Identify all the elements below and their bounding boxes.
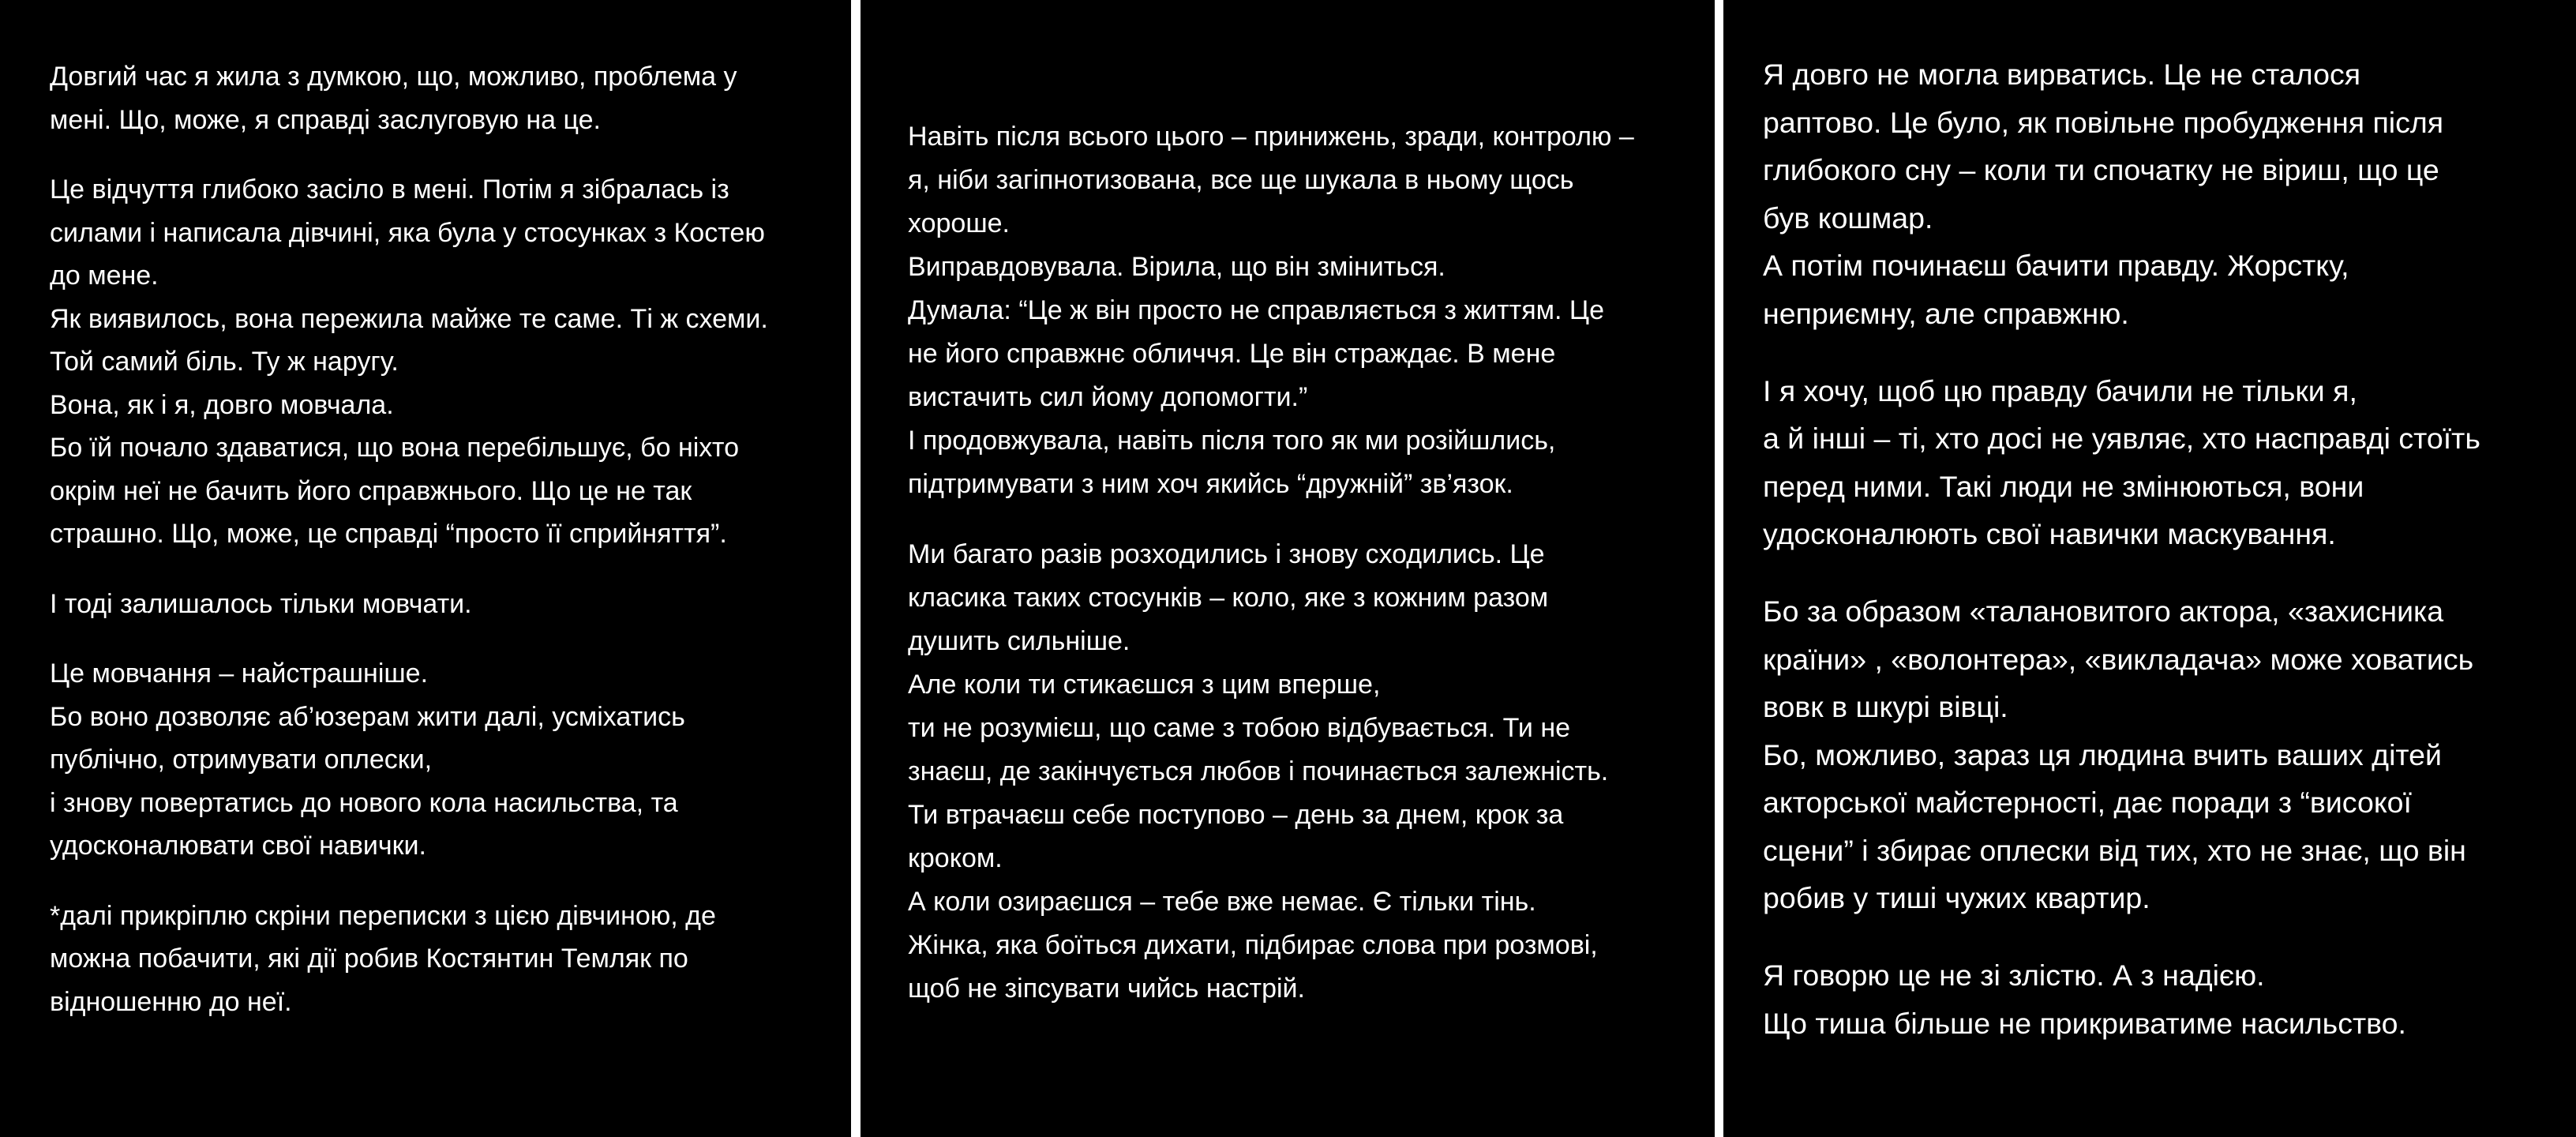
text-line: Що тиша більше не прикриватиме насильство. — [1763, 1006, 2406, 1040]
paragraph-gap — [1763, 922, 2544, 952]
text-line: Бо їй почало здаватися, що вона перебільшує, бо ніхто — [50, 433, 740, 463]
text-line: Але коли ти стикаєшся з цим вперше, — [908, 670, 1381, 700]
text-line: Навіть після всього цього – принижень, зради, контролю – — [908, 122, 1634, 152]
text-line: неприємну, але справжню. — [1763, 296, 2129, 330]
text-line: до мене. — [50, 261, 159, 291]
text-line: Думала: “Це ж він просто не справляється з життям. Це — [908, 295, 1604, 325]
paragraph-gap — [908, 506, 1683, 533]
text-line: І тоді залишалось тільки мовчати. — [50, 588, 472, 619]
text-line: Це мовчання – найстрашніше. — [50, 659, 429, 689]
text-line: раптово. Це було, як повільне пробудження після — [1763, 105, 2444, 139]
text-line: Як виявилось, вона пережила майже те саме. Ті ж схеми. — [50, 303, 768, 334]
text-line: силами і написала дівчині, яка була у стосунках з Костею — [50, 217, 765, 248]
paragraph-gap — [1763, 337, 2544, 367]
story-panel-2 — [861, 0, 1715, 1137]
text-line: не його справжнє обличчя. Це він страждає. В мене — [908, 339, 1556, 369]
text-line: А коли озираєшся – тебе вже немає. Є тільки тінь. — [908, 887, 1536, 917]
text-line: Бо за образом «талановитого актора, «захисника — [1763, 595, 2444, 628]
text-line: вовк в шкурі вівці. — [1763, 690, 2008, 723]
text-line: щоб не зіпсувати чийсь настрій. — [908, 974, 1305, 1004]
text-line: вистачить сил йому допомогти.” — [908, 382, 1308, 412]
text-line: акторської майстерності, дає поради з “високої — [1763, 786, 2412, 819]
paragraph-gap — [50, 141, 819, 168]
text-line: був кошмар. — [1763, 201, 1933, 235]
paragraph-gap — [50, 625, 819, 652]
text-line: І я хочу, щоб цю правду бачили не тільки я, — [1763, 373, 2357, 407]
text-line: Бо воно дозволяє аб’юзерам жити далі, усміхатись — [50, 701, 685, 732]
text-line: Це відчуття глибоко засіло в мені. Потім я зібралась із — [50, 174, 729, 205]
text-line: глибокого сну – коли ти спочатку не віриш, що це — [1763, 153, 2439, 186]
text-line: публічно, отримувати оплески, — [50, 745, 433, 775]
text-line: удосконалюють свої навички маскування. — [1763, 517, 2336, 550]
text-line: Довгий час я жила з думкою, що, можливо, проблема у — [50, 62, 737, 92]
text-line: сцени” і збирає оплески від тих, хто не знає, що він — [1763, 833, 2466, 867]
text-line: Вона, як і я, довго мовчала. — [50, 389, 394, 420]
text-line: країни» , «волонтера», «викладача» може ховатись — [1763, 642, 2474, 676]
text-line: душить сильніше. — [908, 626, 1131, 656]
text-line: страшно. Що, може, це справді “просто її сприйняття”. — [50, 519, 727, 549]
story-panel-3 — [1723, 0, 2576, 1137]
text-line: ти не розумієш, що саме з тобою відбувається. Ти не — [908, 713, 1571, 743]
paragraph-gap — [1763, 558, 2544, 588]
text-line: кроком. — [908, 843, 1003, 873]
text-line: Ми багато разів розходились і знову сходились. Це — [908, 539, 1545, 569]
text-line: класика таких стосунків – коло, яке з кожним разом — [908, 583, 1549, 613]
text-line: знаєш, де закінчується любов і починається залежність. — [908, 756, 1609, 786]
text-line: окрім неї не бачить його справжнього. Що це не так — [50, 475, 692, 506]
text-line: підтримувати з ним хоч якийсь “дружній” зв’язок. — [908, 469, 1513, 499]
story-panel-1 — [0, 0, 851, 1137]
text-line: Ти втрачаєш себе поступово – день за днем, крок за — [908, 800, 1564, 830]
text-line: хороше. — [908, 208, 1010, 238]
text-line: відношенню до неї. — [50, 986, 292, 1017]
text-line: мені. Що, може, я справді заслуговую на це. — [50, 104, 601, 135]
paragraph-gap — [50, 868, 819, 895]
text-line: А потім починаєш бачити правду. Жорстку, — [1763, 249, 2349, 282]
text-line: а й інші – ті, хто досі не уявляє, хто насправді стоїть — [1763, 422, 2480, 455]
text-line: я, ніби загіпнотизована, все ще шукала в ньому щось — [908, 165, 1574, 195]
text-line: *далі прикріплю скріни переписки з цією дівчиною, де — [50, 900, 716, 931]
text-line: Я говорю це не зі злістю. А з надією. — [1763, 959, 2265, 992]
text-line: можна побачити, які дії робив Костянтин Темляк по — [50, 944, 688, 974]
text-line: Жінка, яка боїться дихати, підбирає слова при розмові, — [908, 930, 1598, 960]
text-line: І продовжувала, навіть після того як ми розійшлись, — [908, 426, 1556, 456]
paragraph-gap — [50, 556, 819, 583]
text-line: перед ними. Такі люди не змінюються, вони — [1763, 469, 2364, 503]
text-line: Я довго не могла вирватись. Це не сталося — [1763, 58, 2360, 91]
text-line: робив у тиші чужих квартир. — [1763, 881, 2150, 914]
text-line: Той самий біль. Ту ж наругу. — [50, 347, 399, 377]
text-line: і знову повертатись до нового кола насильства, та — [50, 787, 678, 818]
text-line: удосконалювати свої навички. — [50, 831, 426, 861]
text-line: Виправдовувала. Вірила, що він зміниться. — [908, 252, 1445, 282]
text-line: Бо, можливо, зараз ця людина вчить ваших дітей — [1763, 737, 2442, 771]
